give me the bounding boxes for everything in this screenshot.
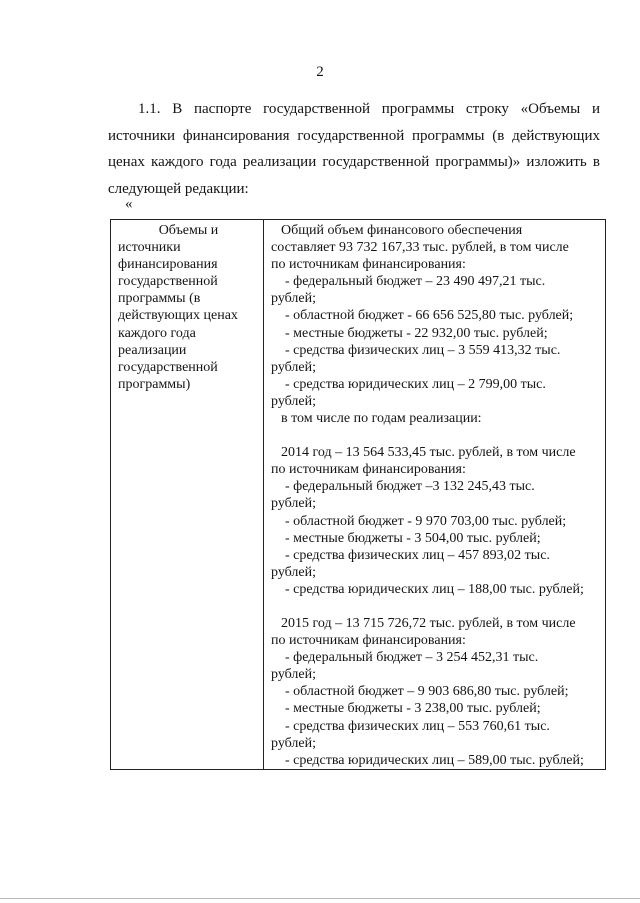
value-line: по источникам финансирования: — [271, 633, 466, 649]
value-line: рублей; — [271, 667, 316, 683]
value-line: - областной бюджет – 9 903 686,80 тыс. рублей; — [285, 684, 569, 700]
label-line: государственной — [118, 359, 218, 375]
label-line: государственной — [118, 274, 218, 290]
label-line: программы (в — [118, 291, 201, 307]
value-line: - областной бюджет - 66 656 525,80 тыс. рублей; — [285, 308, 574, 324]
row-value-cell — [264, 220, 606, 770]
intro-line: ценах каждого года реализации государственной программы)» изложить в — [108, 154, 600, 170]
label-line: Объемы и — [158, 223, 219, 238]
blank-line — [271, 598, 601, 615]
value-line: - средства физических лиц – 553 760,61 тыс. — [285, 718, 550, 734]
value-line: - федеральный бюджет – 23 490 497,21 тыс. — [285, 274, 546, 290]
value-line: - средства физических лиц – 3 559 413,32 тыс. — [285, 342, 561, 358]
value-line: рублей; — [271, 735, 316, 751]
value-line: Общий объем финансового обеспечения — [281, 223, 523, 238]
label-line: реализации — [118, 342, 187, 358]
value-line: рублей; — [271, 393, 316, 409]
value-line: - средства юридических лиц – 188,00 тыс. рублей; — [285, 581, 584, 597]
table-row — [111, 220, 606, 770]
value-line: рублей; — [271, 564, 316, 580]
value-line: рублей; — [271, 496, 316, 512]
value-line: 2015 год – 13 715 726,72 тыс. рублей, в том числе — [281, 615, 576, 631]
value-line: рублей; — [271, 359, 316, 375]
value-line: рублей; — [271, 291, 316, 307]
intro-line: 1.1. В паспорте государственной программы строку «Объемы и — [138, 101, 600, 117]
value-line: - средства юридических лиц – 2 799,00 тыс. — [285, 376, 546, 392]
value-line: составляет 93 732 167,33 тыс. рублей, в том числе — [271, 240, 569, 256]
label-line: каждого года — [118, 325, 196, 341]
value-line: по источникам финансирования: — [271, 257, 466, 273]
value-line: в том числе по годам реализации: — [281, 411, 482, 427]
value-line: - местные бюджеты - 22 932,00 тыс. рублей; — [285, 325, 548, 341]
blank-line — [271, 427, 601, 444]
value-line: - федеральный бюджет – 3 254 452,31 тыс. — [285, 650, 539, 666]
value-line: - федеральный бюджет –3 132 245,43 тыс. — [285, 479, 535, 495]
label-line: программы) — [118, 376, 191, 392]
page-number: 2 — [316, 64, 324, 80]
label-line: источники — [118, 240, 181, 256]
row-label-cell — [111, 220, 264, 770]
label-line: действующих ценах — [118, 308, 238, 324]
value-line: - местные бюджеты - 3 504,00 тыс. рублей; — [285, 530, 541, 546]
intro-paragraph — [108, 96, 600, 202]
row-label — [118, 222, 259, 393]
intro-line: источники финансирования государственной программы (в действующих — [108, 127, 600, 144]
value-line: - средства физических лиц – 457 893,02 тыс. — [285, 547, 550, 563]
value-line: - местные бюджеты - 3 238,00 тыс. рублей; — [285, 701, 541, 717]
row-value — [271, 222, 601, 769]
value-line: 2014 год – 13 564 533,45 тыс. рублей, в том числе — [281, 445, 576, 461]
value-line: по источникам финансирования: — [271, 462, 466, 478]
intro-line: следующей редакции: — [108, 180, 249, 197]
page-bottom-edge — [0, 898, 640, 899]
opening-quote: « — [125, 196, 133, 212]
value-line: - средства юридических лиц – 589,00 тыс. рублей; — [285, 752, 584, 768]
label-line: финансирования — [118, 257, 218, 273]
passport-table — [110, 219, 606, 770]
value-line: - областной бюджет - 9 970 703,00 тыс. рублей; — [285, 513, 567, 529]
